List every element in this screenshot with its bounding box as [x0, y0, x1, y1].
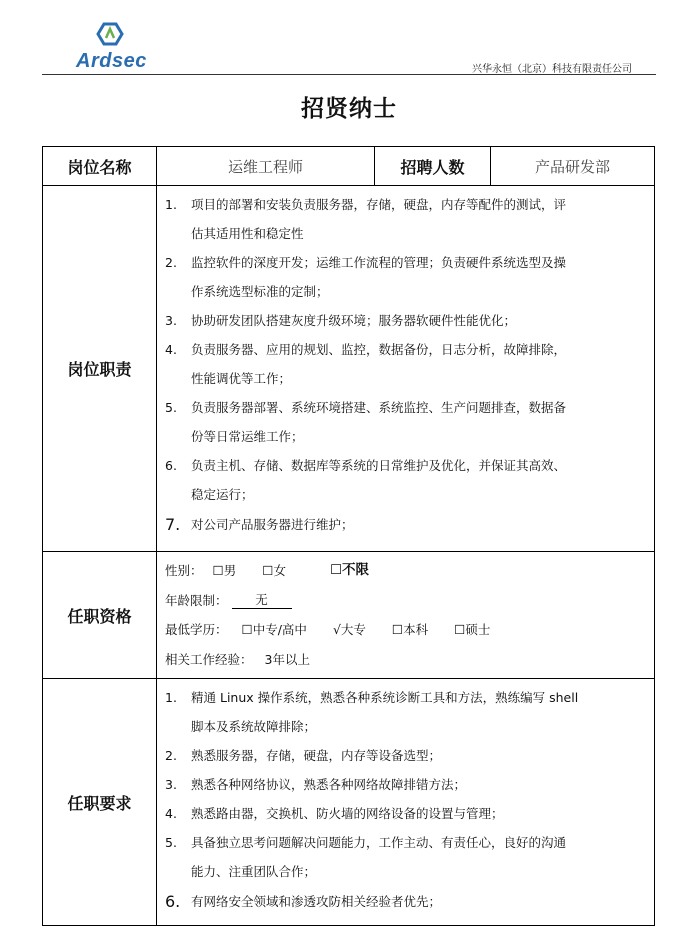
- company-logo: [76, 22, 176, 74]
- qualification-cell: [157, 552, 655, 679]
- page-title: 招贤纳士: [301, 96, 397, 122]
- position-name-label: 岗位名称: [43, 147, 157, 186]
- duties-row: [43, 186, 655, 552]
- requirements-list: [157, 679, 654, 922]
- requirements-label: 任职要求: [43, 679, 157, 926]
- duties-list: [157, 186, 654, 545]
- edu-option-master: ☐硕士: [454, 622, 491, 637]
- logo-mark-icon: [76, 22, 176, 52]
- position-name-value: 运维工程师: [157, 147, 375, 186]
- list-item: 3. 协助研发团队搭建灰度升级环境；服务器软硬件性能优化；: [165, 313, 517, 328]
- company-name: 兴华永恒（北京）科技有限责任公司: [472, 64, 632, 75]
- job-table: [42, 146, 655, 926]
- headcount-value: 产品研发部: [491, 147, 655, 186]
- list-item: 1. 精通 Linux 操作系统，熟悉各种系统诊断工具和方法，熟练编写 shell 脚本及系统故障排除；: [165, 690, 579, 734]
- list-item: 2. 监控软件的深度开发；运维工作流程的管理；负责硬件系统选型及操 作系统选型标准的定制；: [165, 255, 567, 299]
- experience-row: 相关工作经验： 3年以上: [165, 645, 646, 675]
- requirements-cell: [157, 679, 655, 926]
- edu-option-highschool: ☐中专/高中: [241, 622, 307, 637]
- list-item: 2. 熟悉服务器，存储，硬盘，内存等设备选型；: [165, 748, 442, 763]
- age-value: 无: [232, 592, 292, 609]
- gender-option-female: ☐女: [262, 563, 286, 578]
- qualification-label: 任职资格: [43, 552, 157, 679]
- list-item: 5. 负责服务器部署、系统环境搭建、系统监控、生产问题排查，数据备 份等日常运维工作；: [165, 400, 567, 444]
- list-item: 7. 对公司产品服务器进行维护；: [165, 515, 354, 534]
- list-item: 4. 负责服务器、应用的规划、监控，数据备份，日志分析，故障排除， 性能调优等工作；: [165, 342, 567, 386]
- list-item: 5. 具备独立思考问题解决问题能力，工作主动、有责任心，良好的沟通 能力、注重团队合作；: [165, 835, 567, 879]
- gender-row: 性别： ☐男 ☐女 ☐不限: [165, 556, 646, 586]
- list-item: 6. 负责主机、存储、数据库等系统的日常维护及优化，并保证其高效、 稳定运行；: [165, 458, 567, 502]
- age-row: 年龄限制： 无: [165, 586, 646, 616]
- list-item: 3. 熟悉各种网络协议，熟悉各种网络故障排错方法；: [165, 777, 467, 792]
- duties-cell: [157, 186, 655, 552]
- edu-option-bachelor: ☐本科: [391, 622, 429, 637]
- gender-option-any: ☐不限: [329, 562, 370, 578]
- education-row: 最低学历： ☐中专/高中 √大专 ☐本科 ☐硕士: [165, 615, 646, 645]
- position-row: [43, 147, 655, 186]
- header-divider: [42, 74, 656, 75]
- headcount-label: 招聘人数: [375, 147, 491, 186]
- list-item: 6. 有网络安全领域和渗透攻防相关经验者优先；: [165, 892, 442, 911]
- logo-text: Ardsec: [76, 50, 147, 72]
- requirements-row: [43, 679, 655, 926]
- experience-value: 3年以上: [264, 651, 310, 667]
- qualification-row: [43, 552, 655, 679]
- edu-option-college: √大专: [332, 622, 366, 637]
- gender-option-male: ☐男: [212, 563, 237, 578]
- list-item: 4. 熟悉路由器，交换机、防火墙的网络设备的设置与管理；: [165, 806, 504, 821]
- duties-label: 岗位职责: [43, 186, 157, 552]
- list-item: 1. 项目的部署和安装负责服务器，存储，硬盘，内存等配件的测试，评 估其适用性和稳定性: [165, 197, 567, 241]
